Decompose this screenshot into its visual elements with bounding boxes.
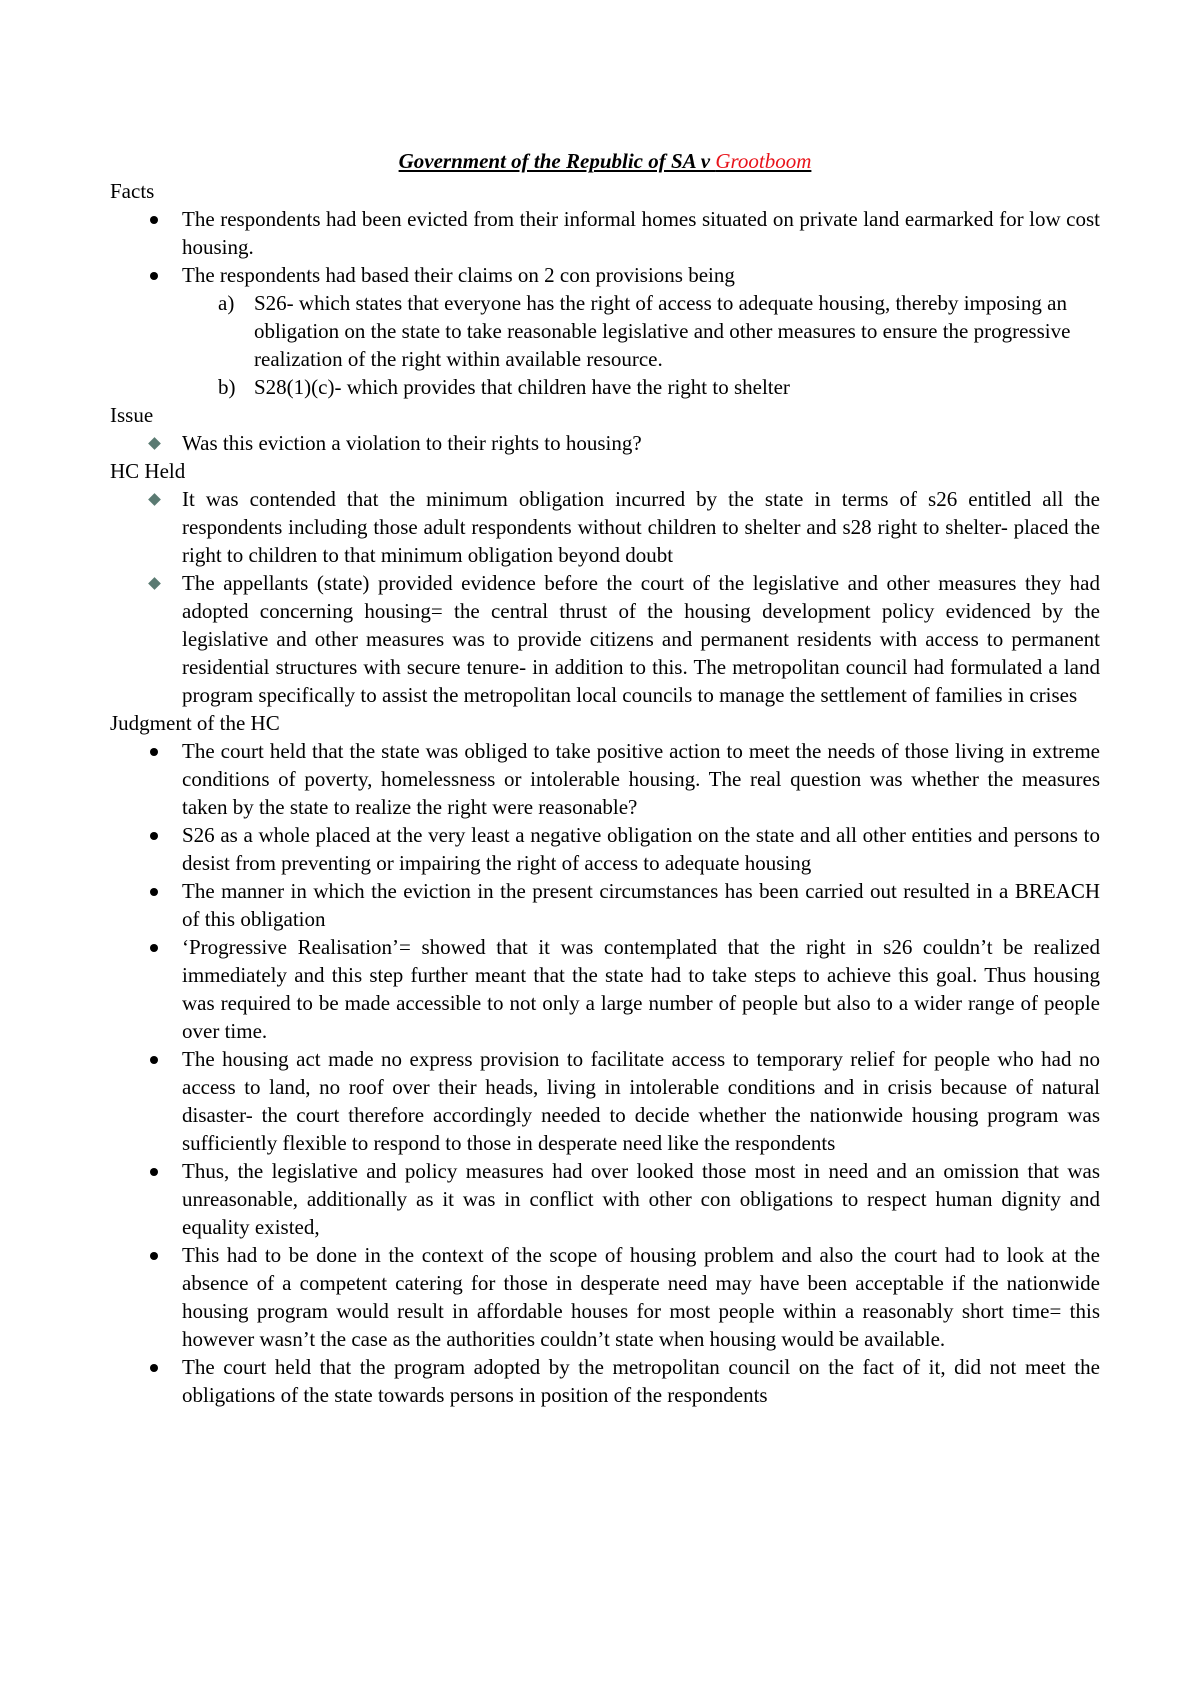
bullet-icon — [144, 205, 164, 233]
diamond-bullet-icon — [144, 569, 164, 597]
bullet-icon — [144, 261, 164, 289]
list-item: This had to be done in the context of the scope of housing problem and also the court had to look at the absence of a competent catering for those in desperate need may have been acceptable if the nationwide housing program would result in affordable houses for most people within a reasonably short time= this however wasn’t the case as the authorities couldn’t state when housing would be available. — [110, 1241, 1100, 1353]
bullet-icon — [144, 877, 164, 905]
list-item: The housing act made no express provision to facilitate access to temporary relief for people who had no access to land, no roof over their heads, living in intolerable conditions and in crisis because of natural disaster- the court therefore accordingly needed to decide whether the nationwide housing program was sufficiently flexible to respond to those in desperate need like the respondents — [110, 1045, 1100, 1157]
title-highlight: Grootboom — [715, 149, 812, 173]
issue-heading: Issue — [110, 403, 154, 427]
document-title — [110, 147, 1100, 175]
list-item: The court held that the state was obliged to take positive action to meet the needs of those living in extreme conditions of poverty, homelessness or intolerable housing. The real question was whether the measures taken by the state to realize the right were reasonable? — [110, 737, 1100, 821]
judgment-list — [110, 737, 1100, 1409]
bullet-icon — [144, 821, 164, 849]
bullet-icon — [144, 1157, 164, 1185]
sub-item-label: b) — [218, 375, 236, 399]
facts-heading: Facts — [110, 179, 155, 203]
bullet-icon — [144, 1045, 164, 1073]
list-item: The court held that the program adopted by the metropolitan council on the fact of it, did not meet the obligations of the state towards persons in position of the respondents — [110, 1353, 1100, 1409]
bullet-icon — [144, 1241, 164, 1269]
facts-sublist — [110, 289, 1100, 401]
facts-list — [110, 205, 1100, 289]
diamond-bullet-icon — [144, 485, 164, 513]
sub-list-item: a) S26- which states that everyone has the right of access to adequate housing, thereby imposing an obligation on the state to take reasonable legislative and other measures to ensure the progressive realization of the right within available resource. — [218, 291, 1071, 371]
list-item: ‘Progressive Realisation’= showed that it was contemplated that the right in s26 couldn’t be realized immediately and this step further meant that the state had to take steps to achieve this goal. Thus housing was required to be made accessible to not only a large number of people but also to a wider range of people over time. — [110, 933, 1100, 1045]
list-item: The respondents had been evicted from their informal homes situated on private land earmarked for low cost housing. — [110, 205, 1100, 261]
diamond-bullet-icon — [144, 429, 164, 457]
document-page — [110, 147, 1100, 1409]
list-item: The appellants (state) provided evidence before the court of the legislative and other measures they had adopted concerning housing= the central thrust of the housing development policy evidenced by the legislative and other measures was to provide citizens and permanent residents with access to permanent residential structures with secure tenure- in addition to this. The metropolitan council had formulated a land program specifically to assist the metropolitan local councils to manage the settlement of families in crises — [110, 569, 1100, 709]
list-item: The manner in which the eviction in the present circumstances has been carried out resulted in a BREACH of this obligation — [110, 877, 1100, 933]
hc-held-heading: HC Held — [110, 459, 186, 483]
sub-list-item: b) S28(1)(c)- which provides that children have the right to shelter — [218, 375, 790, 399]
hc-held-list — [110, 485, 1100, 709]
bullet-icon — [144, 933, 164, 961]
issue-list — [110, 429, 1100, 457]
list-item: Thus, the legislative and policy measures had over looked those most in need and an omission that was unreasonable, additionally as it was in conflict with other con obligations to respect human dignity and equality existed, — [110, 1157, 1100, 1241]
bullet-icon — [144, 1353, 164, 1381]
bullet-icon — [144, 737, 164, 765]
list-item: S26 as a whole placed at the very least a negative obligation on the state and all other entities and persons to desist from preventing or impairing the right of access to adequate housing — [110, 821, 1100, 877]
list-item: Was this eviction a violation to their rights to housing? — [110, 429, 1100, 457]
judgment-heading: Judgment of the HC — [110, 711, 280, 735]
title-prefix: Government of the Republic of SA v — [398, 149, 716, 173]
sub-item-label: a) — [218, 291, 235, 315]
list-item: It was contended that the minimum obligation incurred by the state in terms of s26 entitled all the respondents including those adult respondents without children to shelter and s28 right to shelter- placed the right to children to that minimum obligation beyond doubt — [110, 485, 1100, 569]
list-item: The respondents had based their claims on 2 con provisions being — [110, 261, 1100, 289]
